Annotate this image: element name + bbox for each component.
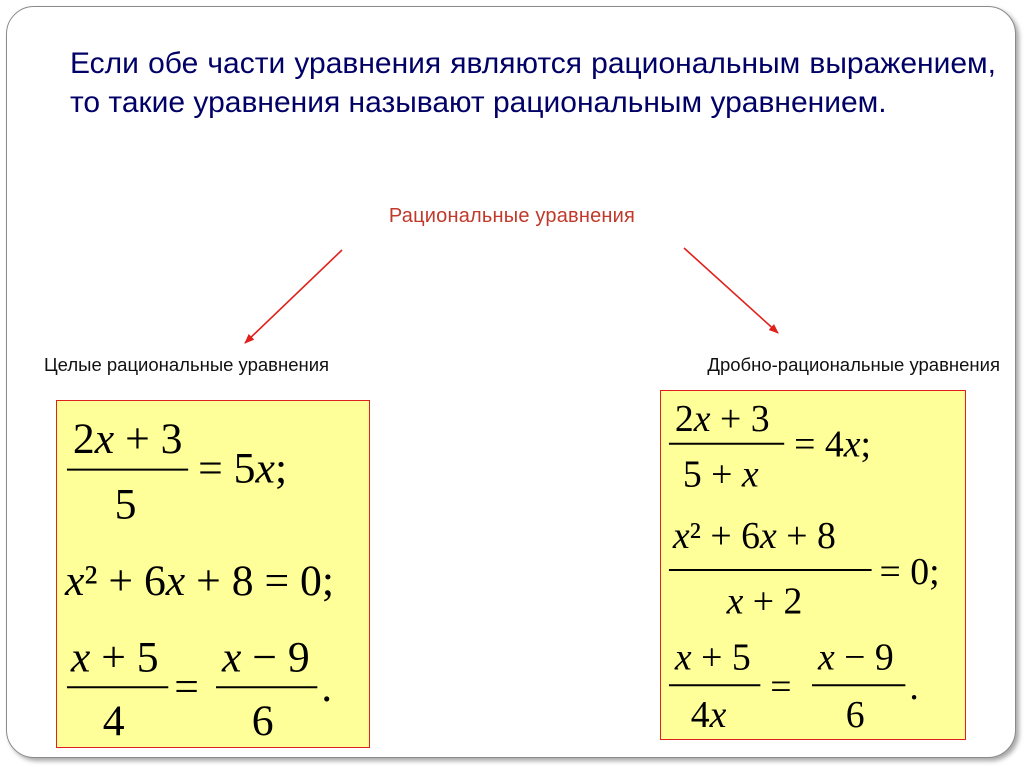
eq3-right-numerator: x − 9 (221, 633, 310, 682)
whole-equation-1 (67, 415, 287, 529)
eq1-rhs: = 5x; (198, 444, 288, 493)
feq2-rhs: = 0; (879, 550, 940, 593)
fractional-equations-formulas (661, 391, 965, 739)
feq3-end: . (909, 666, 919, 709)
eq1-denominator: 5 (114, 480, 137, 529)
rational-equations-title: Рациональные уравнения (388, 205, 636, 227)
eq3-equals: = (174, 663, 199, 712)
eq3-left-denominator: 4 (102, 696, 125, 745)
whole-rational-equations-label: Целые рациональные уравнения (44, 354, 330, 375)
eq3-right-denominator: 6 (251, 696, 274, 745)
feq3-right-numerator: x − 9 (817, 636, 894, 679)
eq3-end: . (321, 663, 333, 712)
whole-equations-formulas (57, 401, 369, 747)
fractional-equation-3 (669, 636, 919, 736)
feq1-denominator: 5 + x (682, 453, 759, 496)
feq3-equals: = (770, 666, 792, 709)
eq2-text: x² + 6x + 8 = 0; (64, 556, 335, 605)
eq1-numerator: 2x + 3 (72, 414, 183, 463)
feq3-left-numerator: x + 5 (674, 636, 751, 679)
feq1-rhs: = 4x; (794, 423, 871, 466)
whole-equation-2 (64, 557, 334, 605)
feq2-numerator: x² + 6x + 8 (672, 515, 836, 558)
feq3-left-denominator: 4x (690, 693, 727, 736)
eq3-left-numerator: x + 5 (70, 633, 159, 682)
fractional-rational-equations-label: Дробно-рациональные уравнения (707, 354, 1000, 375)
feq2-denominator: x + 2 (726, 580, 803, 623)
fractional-equations-box (660, 390, 966, 740)
fractional-equation-1 (669, 398, 871, 496)
whole-equations-box (56, 400, 370, 748)
fractional-equation-2 (669, 515, 940, 623)
intro-paragraph: Если обе части уравнения являются рациональным выражением, то такие уравнения называют рациональным уравнением. (70, 47, 996, 119)
whole-equation-3 (67, 633, 332, 745)
feq3-right-denominator: 6 (845, 693, 865, 736)
feq1-numerator: 2x + 3 (674, 397, 770, 440)
